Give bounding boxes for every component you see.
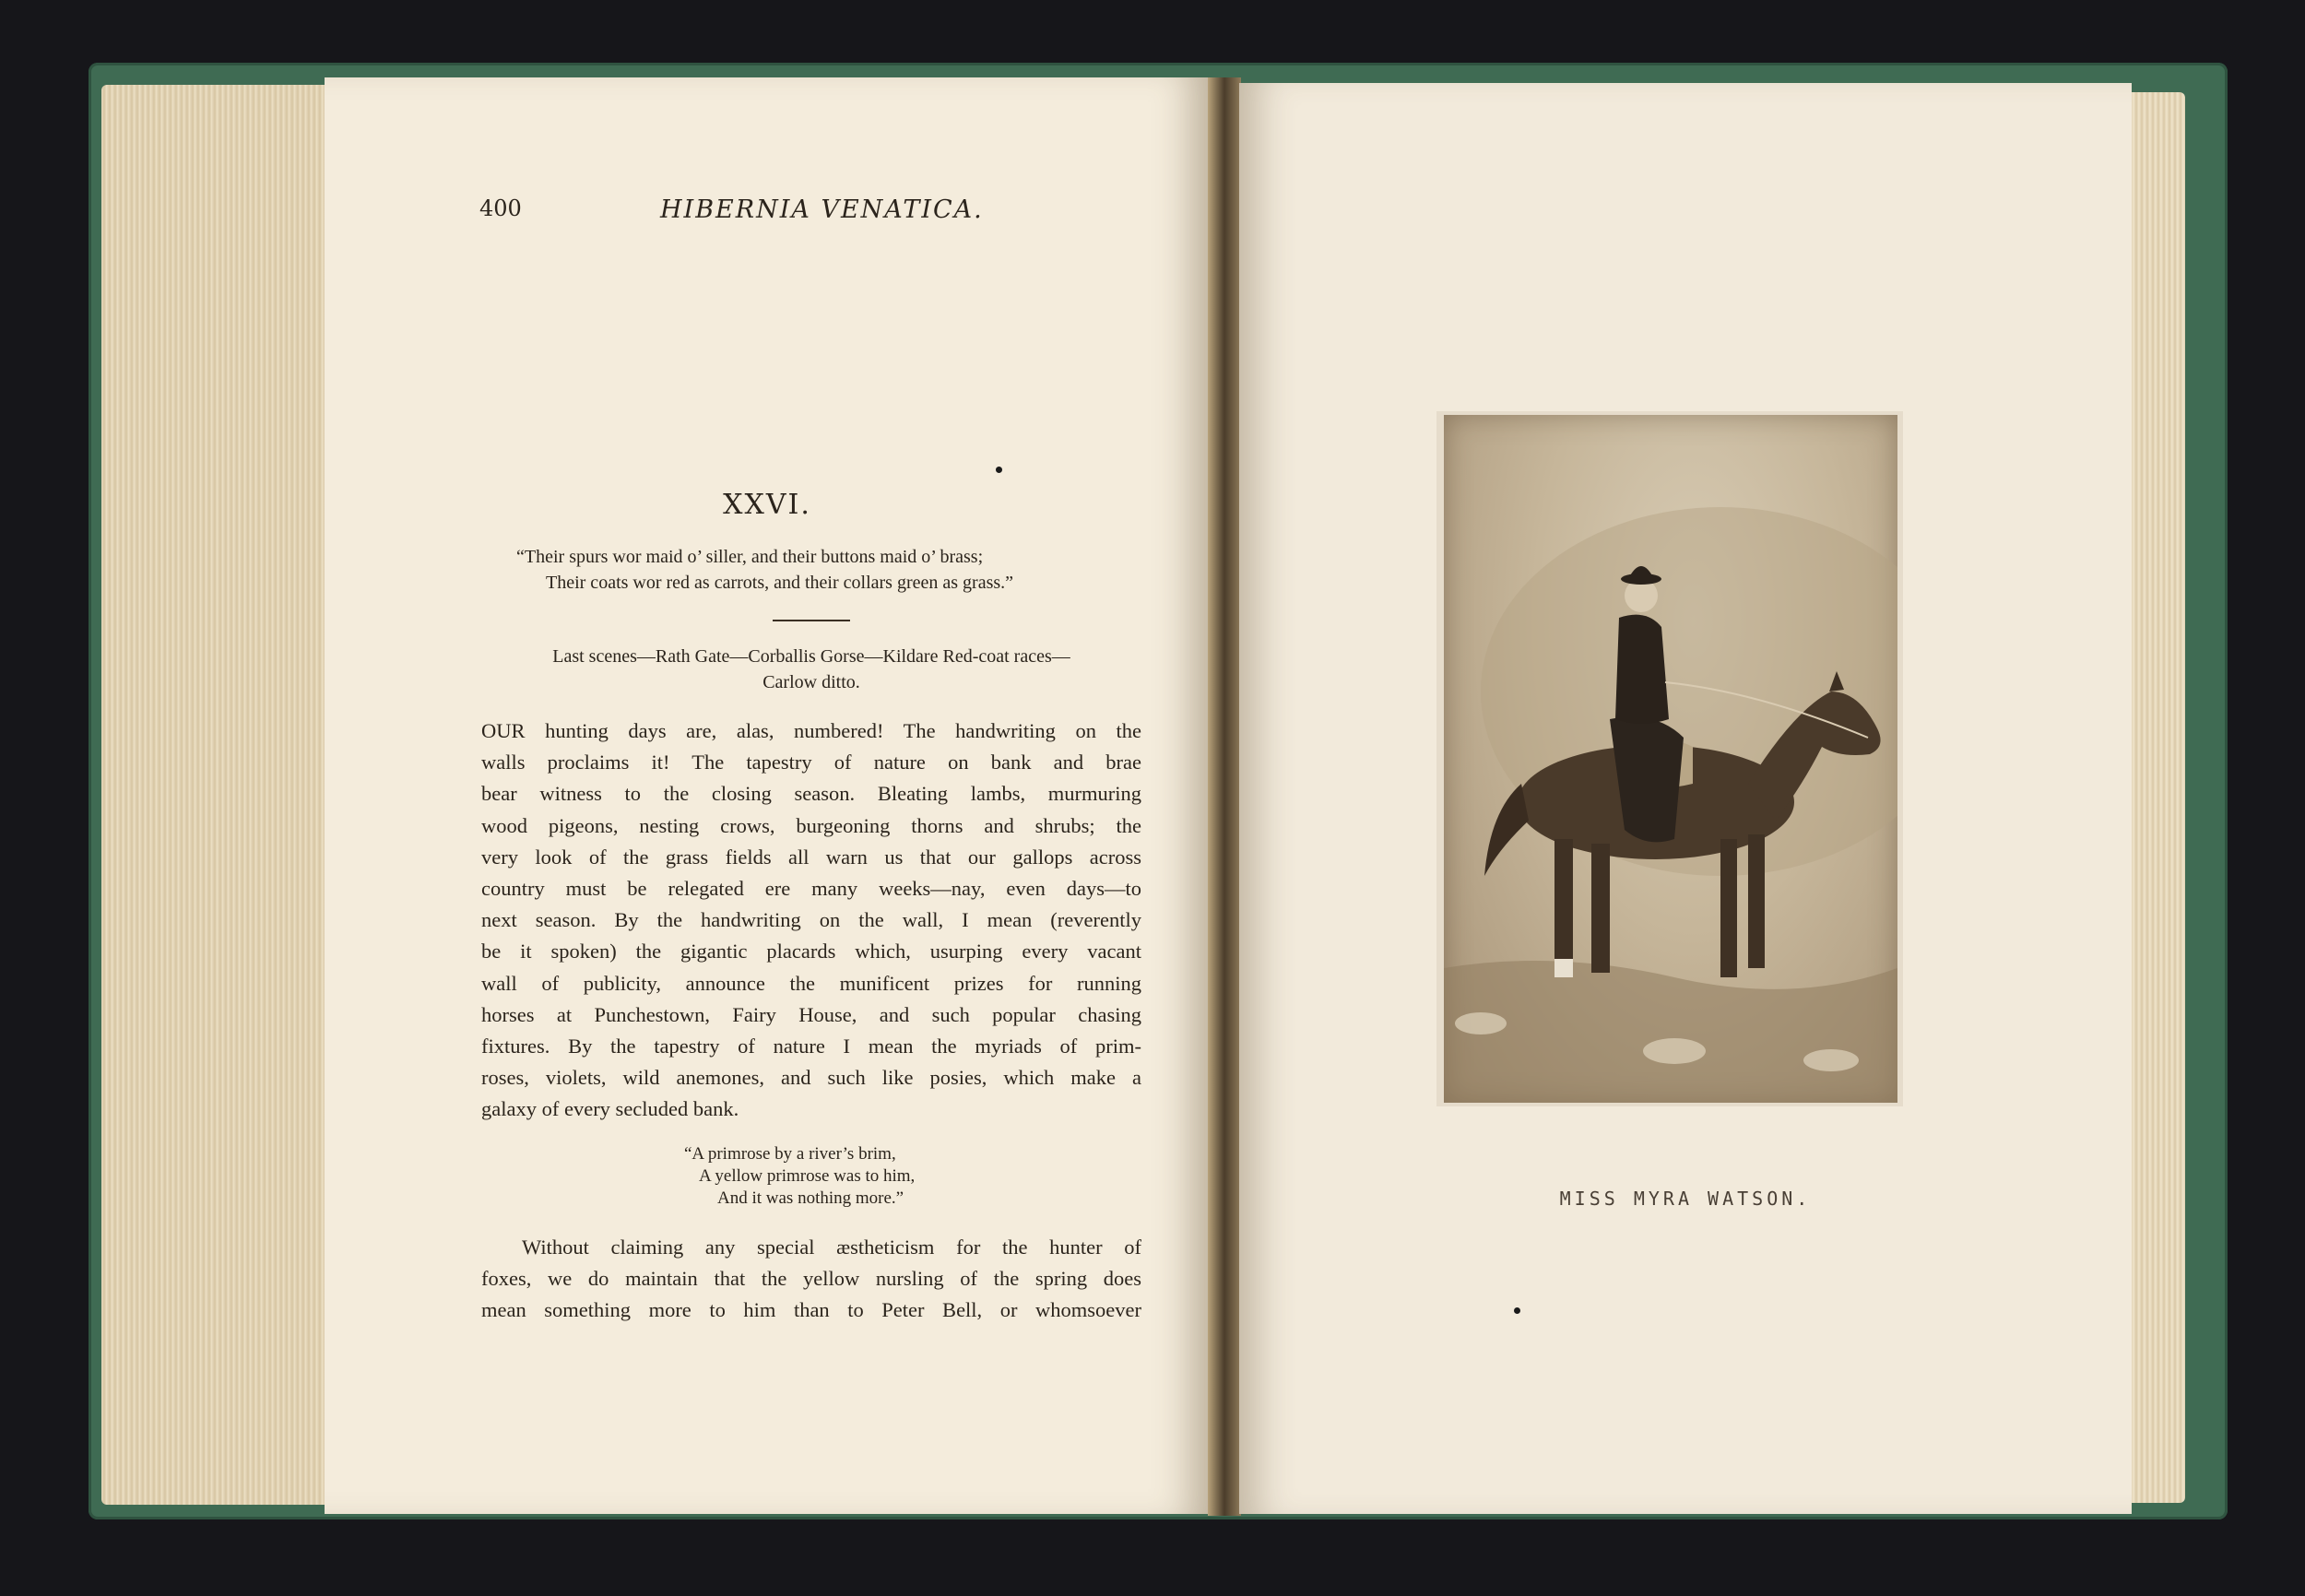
ink-speck [1514,1307,1520,1314]
text-line: wall of publicity, announce the munificent prizes for running [481,971,1141,995]
verse-line: And it was nothing more.” [717,1188,904,1208]
photo-caption: MISS MYRA WATSON. [1559,1188,1812,1210]
epigraph-line: Their coats wor red as carrots, and their collars green as grass.” [546,573,1014,593]
verse-line: A yellow primrose was to him, [699,1166,916,1186]
verse-line: “A primrose by a river’s brim, [684,1144,896,1164]
text-line: walls proclaims it! The tapestry of nature on bank and brae [481,751,1141,774]
quoted-verse [684,1143,1071,1210]
text-line: OUR hunting days are, alas, numbered! The handwriting on the [481,719,1141,742]
book-gutter [1208,77,1241,1516]
text-line: be it spoken) the gigantic placards which, usurping every vacant [481,940,1141,964]
text-line: mean something more to him than to Peter Bell, or whomsoever [481,1298,1141,1322]
running-title: HIBERNIA VENATICA. [660,195,984,224]
page-number: 400 [479,195,522,221]
ink-speck [996,467,1002,473]
portrait-photograph [1444,415,1897,1103]
text-line: roses, violets, wild anemones, and such like posies, which make a [481,1066,1141,1090]
text-line: very look of the grass fields all warn us that our gallops across [481,845,1141,869]
chapter-heading: XXVI. [723,489,811,521]
text-line: Without claiming any special æstheticism for the hunter of [522,1235,1141,1259]
photo-mount [1436,411,1903,1106]
paragraph-1 [481,715,1141,1126]
synopsis-line: Last scenes—Rath Gate—Corballis Gorse—Kildare Red-coat races— [552,646,1070,667]
synopsis-line: Carlow ditto. [762,672,860,692]
text-line: fixtures. By the tapestry of nature I mean the myriads of prim- [481,1034,1141,1058]
text-line: wood pigeons, nesting crows, burgeoning thorns and shrubs; the [481,813,1141,837]
text-line: country must be relegated ere many weeks—nay, even days—to [481,877,1141,901]
text-line: horses at Punchestown, Fairy House, and such popular chasing [481,1002,1141,1026]
text-line: galaxy of every secluded bank. [481,1097,739,1121]
chapter-synopsis [498,644,1125,695]
text-line: next season. By the handwriting on the wall, I mean (reverently [481,908,1141,932]
text-line: bear witness to the closing season. Bleating lambs, murmuring [481,782,1141,806]
horse-and-rider-icon [1444,415,1897,1103]
text-line: foxes, we do maintain that the yellow nursling of the spring does [481,1267,1141,1291]
divider-rule [773,620,850,621]
epigraph-line: “Their spurs wor maid o’ siller, and their buttons maid o’ brass; [516,547,984,567]
paragraph-2 [481,1232,1141,1327]
page-edges-left [101,85,341,1505]
epigraph [516,544,1106,596]
